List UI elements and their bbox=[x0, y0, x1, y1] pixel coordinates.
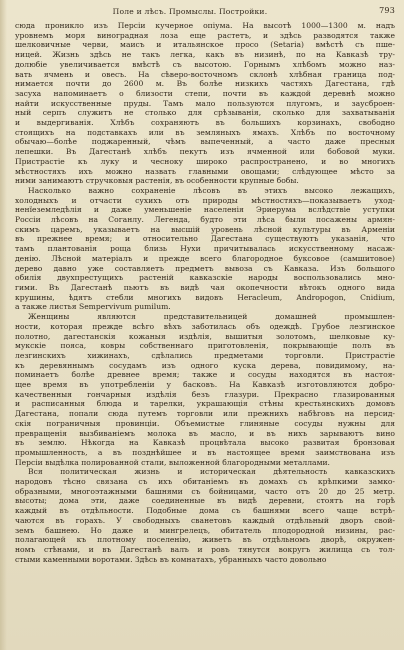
text-line: мѣстностяхъ ихъ можно назвать главными овощами; слѣдующее мѣсто за bbox=[15, 166, 395, 176]
text-line: и расписанныя блюда и тарелки, украшающія стѣны крестьянскихъ домовъ bbox=[15, 399, 395, 409]
text-line: Насколько важно сохраненіе лѣсовъ въ этихъ высоко лежащихъ, bbox=[28, 185, 395, 195]
text-line: долюбіе увеличивается вмѣстѣ съ высотою. Горнымъ хлѣбомъ можно наз- bbox=[15, 59, 395, 69]
text-line: промышленность, а въ позднѣйшее и въ настоящее время заимствована изъ bbox=[15, 447, 395, 457]
text-line: въ землю. Нѣкогда на Кавказѣ процвѣтала высоко развитая бронзовая bbox=[15, 438, 395, 448]
text-line: поминаетъ болѣе древнее время; также и сосуды находятся въ настоя- bbox=[15, 370, 395, 380]
text-line: нимается почти до 2600 м. Въ болѣе низкихъ частяхъ Дагестана, гдѣ bbox=[15, 79, 395, 89]
text-line: дерево давно уже составляетъ предметъ вывоза съ Кавказа. Изъ большого bbox=[15, 263, 395, 273]
text-line: образными, многоэтажными башнями съ бойницами, часто отъ 20 до 25 метр. bbox=[15, 486, 395, 496]
text-line: превращенія вызбиваніемъ молока въ масло, и въ нихъ зарываютъ вино bbox=[15, 428, 395, 438]
text-line: качественныя гончарныя издѣлія безъ глазури. Прекрасно глазированныя bbox=[15, 389, 395, 399]
text-line: къ деревяннымъ сосудамъ изъ одного куска дерева, повидимому, на- bbox=[15, 360, 395, 370]
text-line: обилія двухпрестущихъ растеній кавказскіе народы воспользовались мно- bbox=[15, 273, 395, 283]
text-line: сюда проникло изъ Персіи кучерное опіума. На высотѣ 1000—1300 м. надъ bbox=[15, 21, 395, 30]
text-line: Персіи выдѣлка полированной стали, выложенной благородными металлами. bbox=[15, 457, 330, 467]
text-line: земъ башнею. Но даже и мингрелецъ, обитатель плодородной низины, рас- bbox=[15, 525, 395, 535]
paragraph bbox=[15, 467, 395, 564]
text-line: вать ячмень и овесъ. На сѣверо-восточномъ склонѣ хлѣбная граница под- bbox=[15, 69, 395, 79]
text-line: засуха напоминаетъ о близости степи, почти въ каждой деревнѣ можно bbox=[15, 88, 395, 98]
text-line: ный серпъ служитъ не столько для срѣзыванія, сколько для захватыванія bbox=[15, 108, 395, 118]
text-line: Россіи лѣсовъ на Соганлу. Легенда, будто эти лѣса были посажены армян- bbox=[15, 215, 395, 225]
text-line: народовъ тѣсно связана съ ихъ обитаніемъ въ домахъ съ крѣпкими замко- bbox=[15, 477, 395, 487]
text-line: лезгинскихъ хижинахъ, сдѣлались предметами торговли. Пристрастіе bbox=[15, 350, 395, 360]
text-line: стоящихъ на подставкахъ или въ земляныхъ ямахъ. Хлѣбъ по восточному bbox=[15, 127, 395, 137]
text-line: въ прежнее время; и относительно Дагестана существуютъ указанія, что bbox=[15, 234, 395, 244]
text-line: и выдергиванія. Хлѣбъ сохраняютъ въ большихъ корзинахъ, свободно bbox=[15, 118, 395, 128]
text-line: шелковичные черви, маисъ и итальянское просо (Setaria) вмѣстѣ съ пше- bbox=[15, 40, 395, 50]
text-line: Женщины являются представительницей домашней промышлен- bbox=[28, 312, 395, 322]
text-line: скія пограничныя провинціи. Объемистые глиняные сосуды нужны для bbox=[15, 418, 395, 428]
text-line: ними занимаютъ стручковыя растенія, въ особенности крупные бобы. bbox=[15, 176, 299, 186]
text-line: крушины, ѣдятъ стебли многихъ видовъ Heracleum, Andropogon, Cnidium, bbox=[15, 292, 395, 302]
text-line: мукскіе пояса, ковры собственнаго приготовленія, покрывающіе полъ въ bbox=[15, 341, 395, 351]
text-line: лепешки. Въ Дагестанѣ хлѣбъ пекутъ изъ ячменной или бобовой муки. bbox=[15, 147, 395, 157]
text-line: гими. Въ Дагестанѣ пьютъ въ видѣ чая окопечности вѣтокъ одного вида bbox=[15, 282, 395, 292]
text-line: ницей. Жизнь здѣсь не такъ легка, какъ въ низинѣ, по на Кавказѣ тру- bbox=[15, 50, 395, 60]
text-line: Дагестана, попали сюда путемъ торговли или прежнихъ набѣговъ на персид- bbox=[15, 409, 395, 419]
text-line: полагающей къ плотному поселенію, живетъ въ отдѣльномъ дворѣ, окружен- bbox=[15, 535, 395, 545]
text-line: щее время въ употребленіи у басковъ. На Кавказѣ изготовляются добро- bbox=[15, 380, 395, 390]
text-line: денію. Лѣсной матеріалъ и прежде всего благородное буксовое (самшитовое) bbox=[15, 253, 395, 263]
text-line: обычаю—болѣе поджаренный, чѣмъ выпеченный, а часто даже пресныя bbox=[15, 137, 395, 147]
page-header bbox=[15, 6, 395, 19]
body-text bbox=[15, 21, 395, 564]
text-line: стыми каменными воротами. Здѣсь въ комнатахъ, убранныхъ часто довольно bbox=[15, 554, 327, 564]
text-line: каждый въ отдѣльности. Подобные дома съ башнями всего чаще встрѣ- bbox=[15, 506, 395, 516]
text-line: ности, которая прежде всѣго вѣхъ заботилась объ одеждѣ. Грубое лезгинское bbox=[15, 321, 395, 331]
text-line: ненïеземледѣлія и даже уменьшеніе населенія Эриерума вслѣдствіе уступки bbox=[15, 205, 395, 215]
text-line: Пристрастіе къ луку и чесноку широко распространено, и во многихъ bbox=[15, 156, 395, 166]
text-line: тамъ плантованія роща близь Нухи причитывалась искусственному насаж- bbox=[15, 244, 395, 254]
text-line: уровнемъ моря виноградная лоза еще растетъ, и здѣсь разводятся также bbox=[15, 30, 395, 40]
text-line: скимъ царемъ, указываетъ на высшій уровень лѣсной культуры въ Арменіи bbox=[15, 224, 395, 234]
text-line: найти искусственные пруды. Тамъ мало пользуются плугомъ, и заусброен- bbox=[15, 98, 395, 108]
text-line: полотно, дагестанскія кожаныя издѣлія, вышитыя золотомъ, шелковые ку- bbox=[15, 331, 395, 341]
running-head: Поле и лѣсъ. Промыслы. Постройки. bbox=[112, 7, 268, 16]
text-line: а также листья Sempervivum pumilum. bbox=[15, 302, 171, 312]
text-line: холодныхъ и отчасти сухихъ отъ природы мѣстностяхъ—показываетъ уход- bbox=[15, 195, 395, 205]
page-number: 793 bbox=[379, 6, 395, 15]
text-line: высоты; дома эти, даже соединенные въ видѣ деревни, стоятъ на горѣ bbox=[15, 496, 395, 506]
text-line: номъ стѣнами, и въ Дагестанѣ валъ и ровъ тянутся вокругъ жилища съ тол- bbox=[15, 544, 395, 554]
paragraph bbox=[15, 21, 395, 186]
paragraph bbox=[15, 186, 395, 312]
text-line: чаются въ горахъ. У свободныхъ сванетовъ каждый отдѣльный дворъ свой- bbox=[15, 515, 395, 525]
text-line: Вся политическая жизнь и историческая дѣятельность кавказскихъ bbox=[28, 467, 395, 477]
paragraph bbox=[15, 312, 395, 467]
